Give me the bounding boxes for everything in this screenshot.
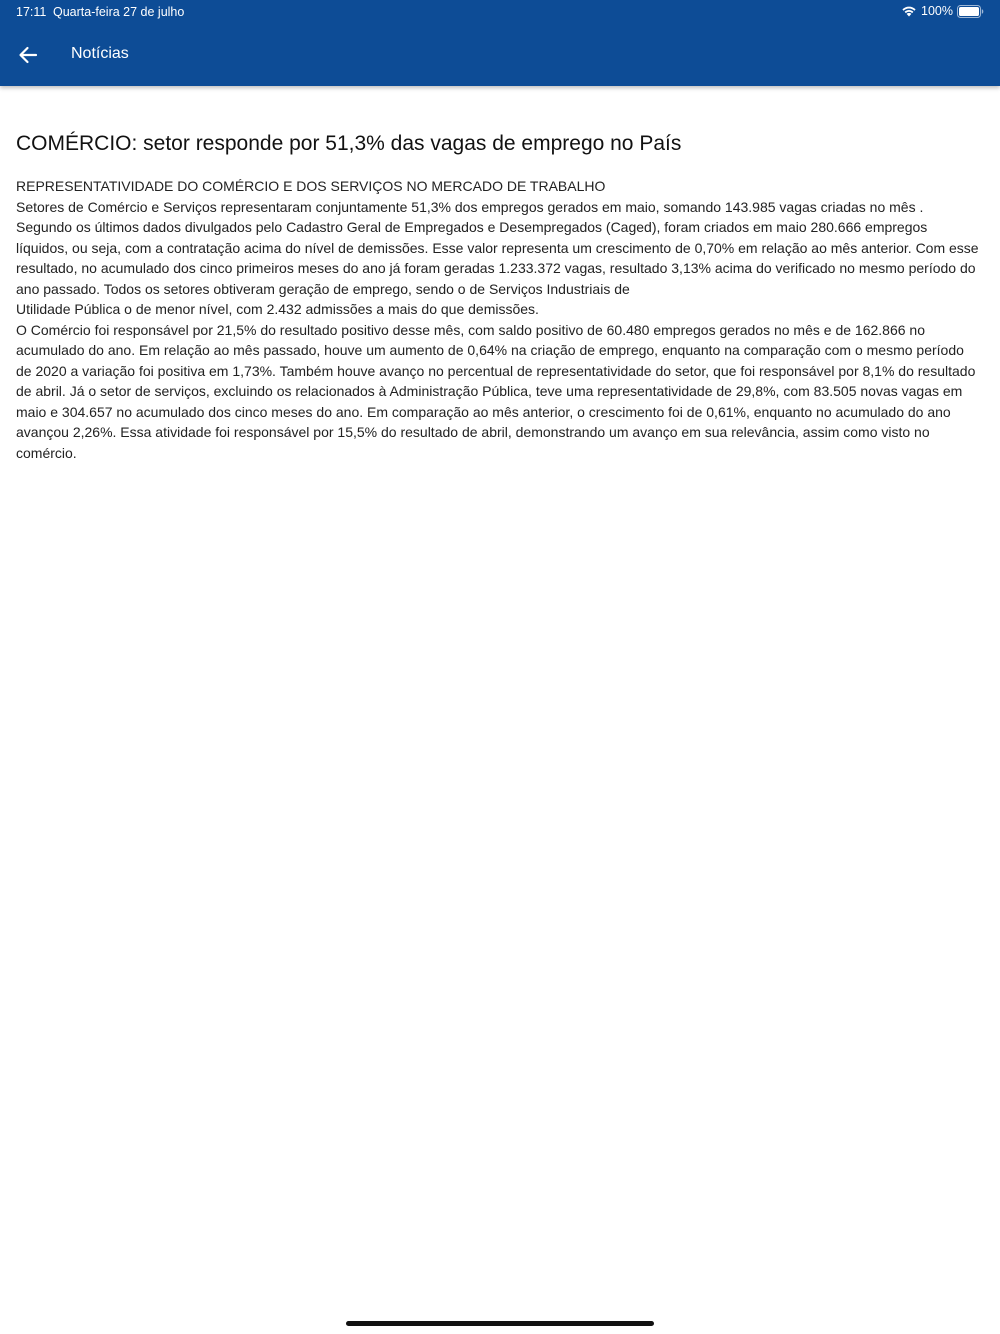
article-line: ano passado. Todos os setores obtiveram geração de emprego, sendo o de Serviços Industriais de — [16, 280, 630, 297]
article-line: Utilidade Pública o de menor nível, com 2.432 admissões a mais do que demissões. — [16, 301, 539, 317]
battery-percent: 100% — [921, 4, 953, 18]
article-body — [16, 176, 986, 463]
back-button[interactable] — [10, 37, 46, 73]
article-line: O Comércio foi responsável por 21,5% do resultado positivo desse mês, com saldo positivo de 60.480 empregos gerados no mês e de 162.866 no — [16, 321, 925, 338]
article-line: de 2020 a variação foi positiva em 1,73%. Também houve avanço no percentual de representatividade do setor, que foi responsável por 8,1% do resultado — [16, 362, 976, 379]
article-line: avançou 2,26%. Essa atividade foi responsável por 15,5% do resultado de abril, demonstrando um avanço em sua relevância, assim como visto no — [16, 424, 930, 440]
article-line: comércio. — [16, 444, 77, 461]
article-line: REPRESENTATIVIDADE DO COMÉRCIO E DOS SERVIÇOS NO MERCADO DE TRABALHO — [16, 178, 606, 194]
article-line: de abril. Já o setor de serviços, excluindo os relacionados à Administração Pública, teve uma representatividade de 29,8%, com 83.505 novas vagas em — [16, 383, 963, 399]
article-line: líquidos, ou seja, com a contratação acima do nível de demissões. Esse valor representa um crescimento de 0,70% em relação ao mês anterior. Com esse — [16, 239, 979, 256]
article-line: Segundo os últimos dados divulgados pelo Cadastro Geral de Empregados e Desempregados (Caged), foram criados em maio 280.666 empregos — [16, 219, 928, 235]
article-line: acumulado do ano. Em relação ao mês passado, houve um aumento de 0,64% na criação de emprego, enquanto na comparação com o mesmo período — [16, 342, 964, 358]
article-line: maio e 304.657 no acumulado dos cinco meses do ano. Em comparação ao mês anterior, o crescimento foi de 0,61%, enquanto no acumulado do ano — [16, 403, 951, 420]
app-bar — [0, 0, 1000, 86]
article — [16, 130, 986, 463]
wifi-icon — [901, 5, 917, 17]
status-bar — [0, 0, 1000, 24]
toolbar — [0, 28, 1000, 82]
status-time: 17:11 — [16, 5, 47, 19]
article-line: Setores de Comércio e Serviços representaram conjuntamente 51,3% dos empregos gerados em maio, somando 143.985 vagas criadas no mês . — [16, 198, 924, 215]
article-line: resultado, no acumulado dos cinco primeiros meses do ano já foram geradas 1.233.372 vagas, resultado 3,13% acima do verificado no mesmo período do — [16, 260, 976, 276]
status-indicators — [901, 4, 984, 18]
arrow-left-icon — [18, 46, 38, 64]
article-title: COMÉRCIO: setor responde por 51,3% das vagas de emprego no País — [16, 132, 682, 155]
page-title: Notícias — [71, 45, 129, 62]
home-indicator[interactable] — [346, 1321, 654, 1326]
status-date: Quarta-feira 27 de julho — [53, 5, 185, 19]
battery-icon — [957, 5, 984, 18]
